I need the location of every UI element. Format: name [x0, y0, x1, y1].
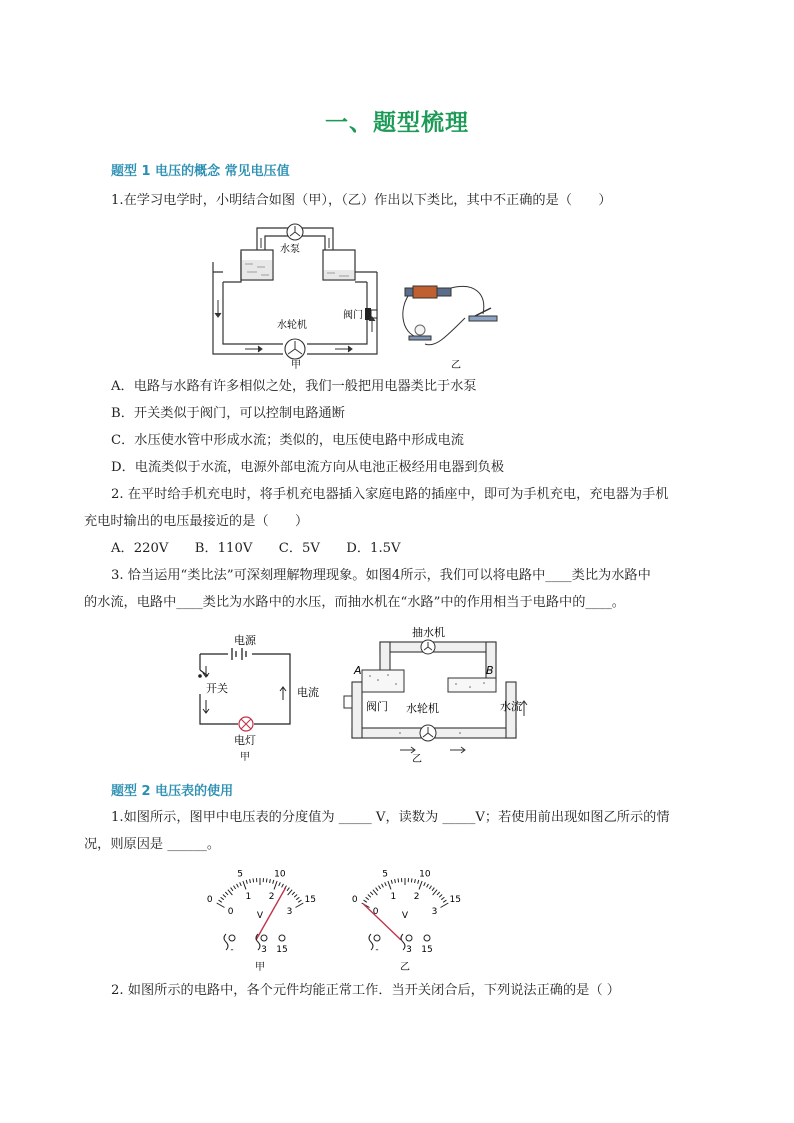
- meter-jia-terminal[interactable]: [229, 935, 235, 941]
- meter-yi-terminal[interactable]: [424, 935, 430, 941]
- meter-yi-inner-tick-label: 0: [372, 907, 379, 917]
- meter-jia-terminal-label: -: [230, 945, 234, 955]
- meter-yi-inner-tick-label: 1: [390, 892, 397, 903]
- meter-jia-tick: [217, 903, 225, 908]
- meter-yi-terminal-label: -: [375, 945, 379, 955]
- meter-yi-tick: [429, 886, 431, 889]
- meter-yi-needle: [363, 904, 401, 940]
- water-circuit-figure: [205, 220, 405, 372]
- meter-yi-wire: [401, 934, 405, 950]
- meter-jia-outer-tick-label: 10: [274, 869, 286, 880]
- meter-yi-tick: [443, 900, 446, 902]
- meter-yi-inner-tick-label: 2: [413, 892, 420, 903]
- meter-jia-tick: [292, 892, 295, 895]
- point-a-label: A: [354, 664, 362, 677]
- page-title: 一、题型梳理: [325, 110, 469, 136]
- meter-jia-outer-tick-label: 0: [206, 895, 213, 905]
- meter-yi-tick: [418, 880, 419, 884]
- question-2-line-2: 充电时输出的电压最接近的是（ ）: [84, 514, 309, 529]
- meter-yi-tick: [395, 879, 396, 883]
- question-2-line-1: 2. 在平时给手机充电时，将手机充电器插入家庭电路的插座中，即可为手机充电，充电器为手机: [111, 487, 669, 502]
- meter-yi-tick: [411, 878, 412, 882]
- section-heading-2: 题型 2 电压表的使用: [111, 784, 234, 799]
- meter-yi-tick: [382, 884, 384, 888]
- meter-yi-tick: [432, 888, 434, 891]
- meter-jia-caption: 甲: [255, 962, 265, 973]
- question-1-option-b: B．开关类似于阀门，可以控制电路通断: [111, 406, 345, 421]
- turbine-label: 水轮机: [277, 320, 307, 331]
- question-3-line-1: 3. 恰当运用“类比法”可深刻理解物理现象。如图4所示，我们可以将电路中____类比为水路中: [111, 568, 651, 583]
- meter-yi-unit-label: V: [401, 911, 409, 921]
- meter-yi-tick: [398, 878, 399, 882]
- meter-jia-tick: [287, 888, 289, 891]
- meter-jia-wire: [224, 934, 228, 950]
- meter-jia-tick: [219, 900, 222, 902]
- meter-yi-tick: [385, 882, 387, 886]
- section2-question-1-line-1: 1.如图所示，图甲中电压表的分度值为 _____ V，读数为 _____V；若使用前出现如图乙所示的情: [111, 810, 670, 825]
- meter-yi-tick: [391, 880, 392, 884]
- meter-jia-tick: [266, 878, 267, 882]
- meter-yi-outer-tick-label: 10: [419, 869, 431, 880]
- meter-jia-inner-tick-label: 1: [245, 892, 252, 903]
- meter-jia-tick: [234, 886, 236, 889]
- simple-circuit-figure: [190, 632, 319, 764]
- meter-jia-terminal[interactable]: [279, 935, 285, 941]
- meter-yi-tick: [368, 895, 371, 898]
- meter-jia-tick: [270, 879, 271, 883]
- meter-jia-tick: [288, 890, 292, 895]
- meter-jia-tick: [246, 880, 247, 884]
- meter-jia-tick: [240, 882, 242, 886]
- meter-jia-tick: [282, 884, 284, 888]
- flow-label: 水流: [500, 700, 522, 713]
- meter-yi-terminal-label: 3: [406, 945, 412, 955]
- figure-caption-yi-2: 乙: [412, 754, 422, 765]
- question-1-option-d: D．电流类似于水流，电源外部电流方向从电池正极经用电器到负极: [111, 460, 505, 475]
- figure-caption-jia-2: 甲: [240, 752, 250, 763]
- meter-jia-tick: [274, 881, 277, 889]
- figure-caption-jia: 甲: [291, 360, 301, 371]
- meter-yi-tick: [376, 888, 378, 891]
- pump-label: 水泵: [280, 244, 300, 255]
- meter-yi-tick: [370, 892, 373, 895]
- meter-yi-wire: [369, 934, 373, 950]
- meter-yi-tick: [364, 900, 367, 902]
- pump-machine-label: 抽水机: [412, 626, 445, 639]
- meter-jia-tick: [296, 897, 299, 899]
- question-1-option-a: A．电路与水路有许多相似之处，我们一般把用电器类比于水泵: [111, 379, 477, 394]
- meter-jia-tick: [228, 890, 232, 895]
- meter-jia-outer-tick-label: 5: [237, 869, 244, 880]
- question-1-option-c: C．水压使水管中形成水流；类似的，电压使电路中形成电流: [111, 433, 464, 448]
- meter-yi-outer-tick-label: 0: [351, 895, 358, 905]
- question-2-options: A．220V B．110V C．5V D．1.5V: [111, 541, 401, 556]
- figure-caption-yi: 乙: [451, 360, 461, 371]
- meter-jia-tick: [298, 900, 301, 902]
- meter-jia-tick: [250, 879, 251, 883]
- meter-yi-tick: [437, 892, 440, 895]
- meter-jia-inner-tick-label: 2: [268, 892, 275, 903]
- meter-yi-outer-tick-label: 5: [382, 869, 389, 880]
- meter-jia-tick: [223, 895, 226, 898]
- meter-yi-caption: 乙: [400, 962, 410, 973]
- meter-yi-tick: [424, 882, 426, 886]
- meter-jia-tick: [231, 888, 233, 891]
- meter-yi-terminal[interactable]: [374, 935, 380, 941]
- meter-yi-tick: [441, 897, 444, 899]
- meter-yi-tick: [379, 886, 381, 889]
- meter-jia-terminal[interactable]: [261, 935, 267, 941]
- meter-jia-outer-tick-label: 15: [304, 895, 316, 905]
- section2-question-2-stem: 2. 如图所示的电路中，各个元件均能正常工作．当开关闭合后，下列说法正确的是（ ）: [111, 983, 620, 998]
- meter-jia-tick: [296, 903, 304, 908]
- section2-question-1-line-2: 况，则原因是 ______。: [84, 837, 221, 852]
- meter-yi-tick: [415, 879, 416, 883]
- meter-yi-tick: [441, 903, 449, 908]
- switch-label: 开关: [206, 682, 228, 695]
- meter-yi-outer-tick-label: 15: [449, 895, 461, 905]
- lamp-label: 电灯: [234, 734, 256, 747]
- meter-jia-tick: [243, 881, 246, 889]
- meter-jia-tick: [273, 880, 274, 884]
- meter-jia-unit-label: V: [256, 911, 264, 921]
- meter-yi-tick: [366, 897, 369, 899]
- meter-jia-inner-tick-label: 3: [286, 907, 293, 917]
- valve-label: 阀门: [343, 310, 363, 321]
- meter-jia-tick: [253, 878, 254, 882]
- meter-jia-tick: [237, 884, 239, 888]
- meter-jia-tick: [294, 895, 297, 898]
- point-b-label: B: [486, 664, 494, 677]
- section-heading-1: 题型 1 电压的概念 常见电压值: [111, 164, 290, 179]
- pump-water-loop-figure: [340, 624, 535, 764]
- valve-label-2: 阀门: [366, 700, 388, 713]
- meter-yi-terminal[interactable]: [406, 935, 412, 941]
- meter-jia-inner-tick-label: 0: [227, 907, 234, 917]
- electric-circuit-figure: [395, 278, 515, 372]
- meter-yi-tick: [419, 881, 422, 889]
- meter-jia-tick: [225, 892, 228, 895]
- meter-yi-terminal-label: 15: [421, 945, 433, 955]
- source-label: 电源: [234, 634, 256, 647]
- current-label: 电流: [297, 686, 319, 699]
- meter-yi-tick: [427, 884, 429, 888]
- question-3-line-2: 的水流，电路中____类比为水路中的水压，而抽水机在“水路”中的作用相当于电路中的____。: [84, 595, 625, 610]
- meter-jia-tick: [279, 882, 281, 886]
- voltmeter-jia: [190, 860, 340, 975]
- meter-yi-tick: [388, 881, 391, 889]
- turbine-label-2: 水轮机: [406, 702, 439, 715]
- meter-jia-terminal-label: 15: [276, 945, 288, 955]
- meter-yi-tick: [373, 890, 377, 895]
- meter-yi-tick: [433, 890, 437, 895]
- question-1-stem: 1.在学习电学时，小明结合如图（甲），（乙）作出以下类比，其中不正确的是（ ）: [111, 193, 612, 208]
- voltmeter-yi: [335, 860, 485, 975]
- meter-jia-terminal-label: 3: [261, 945, 267, 955]
- meter-yi-inner-tick-label: 3: [431, 907, 438, 917]
- meter-yi-tick: [439, 895, 442, 898]
- meter-jia-tick: [221, 897, 224, 899]
